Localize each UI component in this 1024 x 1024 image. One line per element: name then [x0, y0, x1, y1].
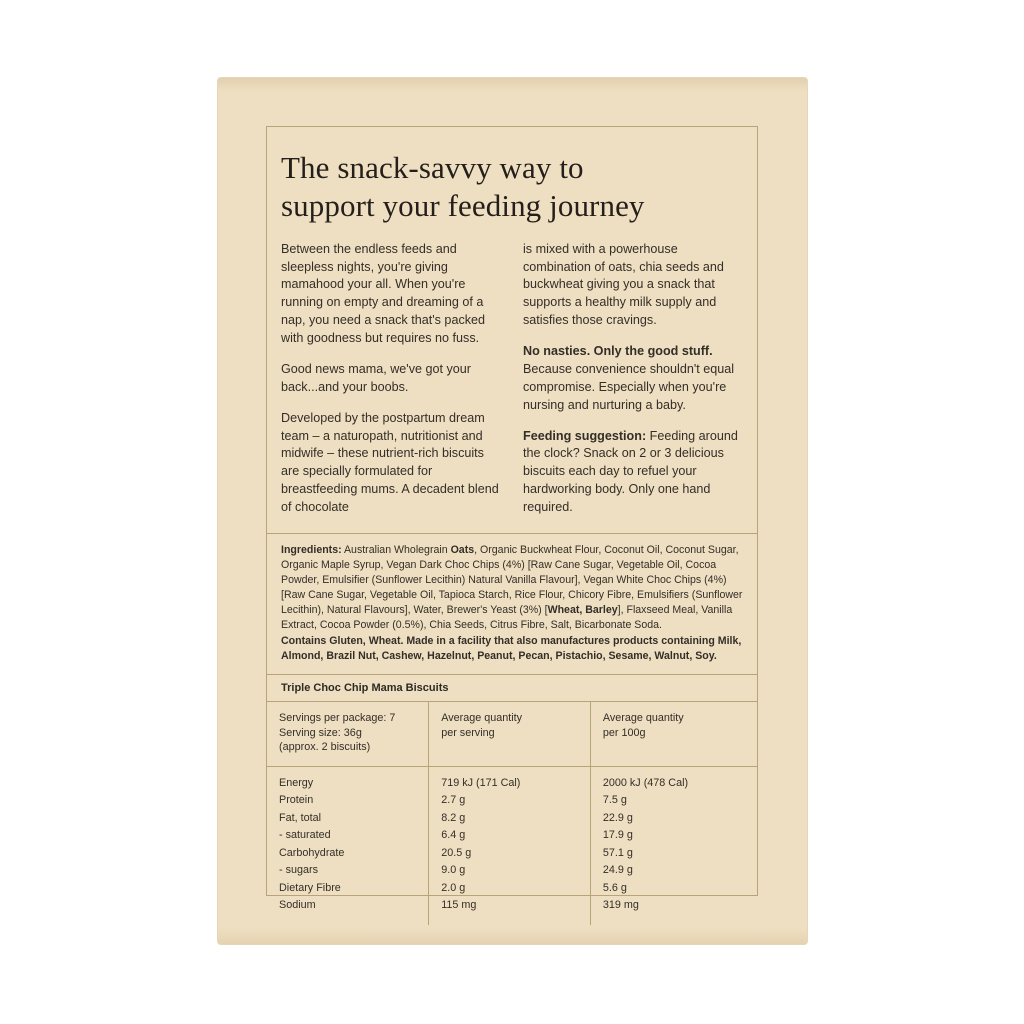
- nutrient-name: Protein: [279, 794, 314, 807]
- serving-note: (approx. 2 biscuits): [279, 741, 371, 754]
- copy-paragraph: Developed by the postpartum dream team – a naturopath, nutritionist and midwife – these nutrient-rich biscuits are specially formulated for breastfeeding mums. A decadent blend of chocolate: [281, 410, 499, 514]
- copy-paragraph: is mixed with a powerhouse combination of oats, chia seeds and buckwheat giving you a snack that supports a healthy milk supply and satisfies those cravings.: [523, 241, 724, 328]
- ingredients-text-1: Australian Wholegrain: [341, 543, 451, 556]
- feeding-suggestion-text: Feeding around the clock? Snack on 2 or 3 delicious biscuits each day to refuel your hardworking body. Only one hand required.: [523, 428, 738, 514]
- headline-line-1: The snack-savvy way to: [281, 150, 584, 185]
- per-100g-line-1: Average quantity: [602, 712, 684, 725]
- nutrient-name: Energy: [279, 776, 314, 789]
- per-serving-line-1: Average quantity: [441, 712, 523, 725]
- nutrient-value-serving: 719 kJ (171 Cal): [441, 776, 521, 789]
- allergen-text: Contains Gluten, Wheat. Made in a facility that also manufactures products containing Milk, Almond, Brazil Nut, Cashew, Hazelnut, Peanut, Pecan, Pistachio, Sesame, Walnut, Soy.: [281, 635, 742, 663]
- nutrition-table: [267, 702, 757, 766]
- nutrient-value-serving: 2.7 g: [441, 794, 466, 807]
- table-header-row: [267, 702, 757, 766]
- per-serving-values-cell: [429, 767, 591, 925]
- no-nasties-text: Because convenience shouldn't equal compromise. Especially when you're nursing and nurturing a baby.: [523, 361, 735, 412]
- page-title: [281, 149, 743, 225]
- nutrient-name: Carbohydrate: [279, 846, 345, 859]
- ingredient-wheat-barley: Wheat, Barley: [547, 604, 618, 616]
- headline-line-2: support your feeding journey: [281, 187, 645, 223]
- nutrition-panel-title: Triple Choc Chip Mama Biscuits: [281, 682, 449, 695]
- nutrient-value-serving: 20.5 g: [441, 846, 472, 859]
- no-nasties-paragraph: [523, 343, 743, 415]
- per-100g-values-cell: [590, 767, 757, 925]
- nutrient-value-serving: 9.0 g: [441, 864, 466, 877]
- column-header-per-serving: [429, 702, 591, 766]
- nutrient-names-cell: [267, 767, 429, 925]
- nutrient-name: Sodium: [279, 899, 316, 912]
- serving-info-cell: [267, 702, 429, 766]
- nutrient-value-serving: 2.0 g: [441, 881, 466, 894]
- feeding-suggestion-paragraph: [523, 428, 743, 517]
- feeding-suggestion-heading: Feeding suggestion:: [523, 428, 647, 443]
- nutrient-value-serving: 6.4 g: [441, 829, 466, 842]
- per-100g-line-2: per 100g: [602, 726, 646, 739]
- nutrient-value-100g: 57.1 g: [602, 846, 633, 859]
- copy-column-left: [281, 241, 501, 517]
- nutrient-value-100g: 24.9 g: [602, 864, 633, 877]
- copy-paragraph: Between the endless feeds and sleepless nights, you're giving mamahood your all. When you're running on empty and dreaming of a nap, you need a snack that's packed with goodness but requires no fuss.: [281, 241, 486, 345]
- per-serving-line-2: per serving: [441, 726, 495, 739]
- column-header-per-100g: [590, 702, 757, 766]
- nutrient-value-100g: 22.9 g: [602, 811, 633, 824]
- ingredients-label: Ingredients:: [281, 543, 342, 556]
- nutrient-value-100g: 7.5 g: [602, 794, 627, 807]
- nutrient-name: Fat, total: [279, 811, 322, 824]
- nutrient-name: - saturated: [279, 829, 331, 842]
- no-nasties-heading: No nasties. Only the good stuff.: [523, 344, 713, 358]
- servings-per-package: Servings per package: 7: [279, 712, 396, 725]
- copy-paragraph: Good news mama, we've got your back...and your boobs.: [281, 361, 472, 394]
- nutrient-name: Dietary Fibre: [279, 881, 341, 894]
- nutrient-name: - sugars: [279, 864, 319, 877]
- nutrition-values-table: [267, 767, 757, 925]
- body-copy: [267, 241, 757, 533]
- headline-block: [267, 149, 757, 225]
- nutrient-value-100g: 2000 kJ (478 Cal): [602, 776, 689, 789]
- nutrient-value-serving: 8.2 g: [441, 811, 466, 824]
- back-of-pack-panel: [266, 126, 758, 912]
- serving-size: Serving size: 36g: [279, 726, 362, 739]
- copy-column-right: [523, 241, 743, 517]
- ingredients-text-3: ], Flaxseed Meal, Vanilla Extract, Cocoa Powder (0.5%), Chia Seeds, Citrus Fibre, Salt, Bicarbonate Soda.: [281, 604, 733, 632]
- nutrient-value-serving: 115 mg: [441, 899, 477, 912]
- table-row: [267, 767, 757, 925]
- ingredient-oats: Oats: [450, 543, 475, 556]
- allergen-statement: [281, 634, 743, 664]
- product-box: [218, 78, 807, 944]
- nutrient-value-100g: 17.9 g: [602, 829, 633, 842]
- ingredients-block: [267, 534, 757, 674]
- ingredients-text-2: , Organic Buckwheat Flour, Coconut Oil, Coconut Sugar, Organic Maple Syrup, Vegan Dark Choc Chips (4%) [Raw Cane Sugar, Vegetable Oil, Cocoa Powder, Emulsifier (Sunflower Lecithin) Natural Vanilla Flavour], Vegan White Choc Chips (4%) [Raw Cane Sugar, Vegetable Oil, Tapioca Starch, Rice Flour, Chicory Fibre, Emulsifiers (Sunflower Lecithin), Natural Flavours], Water, Brewer's Yeast (3%) [: [281, 543, 743, 616]
- ingredients-list: [281, 543, 743, 633]
- nutrient-value-100g: 5.6 g: [602, 881, 627, 894]
- nutrient-value-100g: 319 mg: [602, 899, 639, 912]
